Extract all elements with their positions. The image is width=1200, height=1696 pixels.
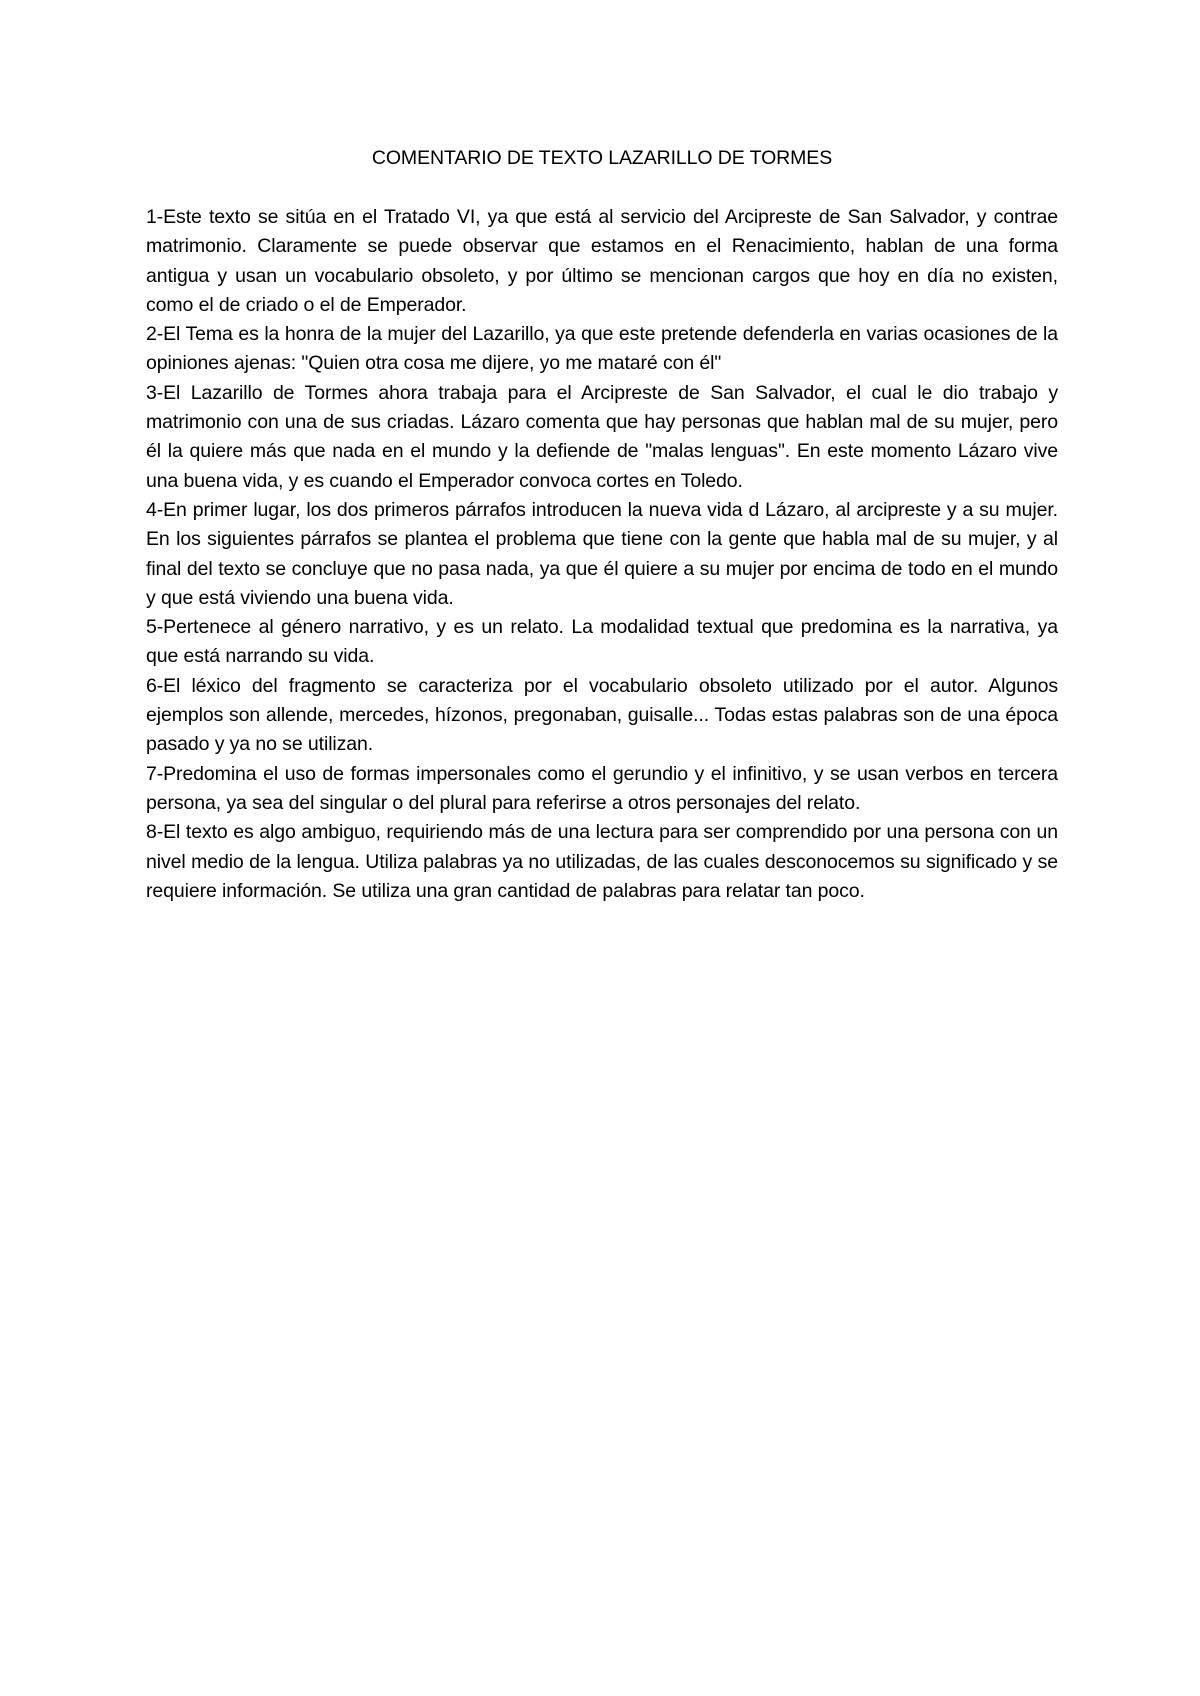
paragraph-4: 4-En primer lugar, los dos primeros párrafos introducen la nueva vida d Lázaro, al arcipreste y a su mujer. En los siguientes párrafos se plantea el problema que tiene con la gente que habla mal de su mujer, y al final del texto se concluye que no pasa nada, ya que él quiere a su mujer por encima de todo en el mundo y que está viviendo una buena vida. <box>146 498 1058 609</box>
paragraph-3: 3-El Lazarillo de Tormes ahora trabaja para el Arcipreste de San Salvador, el cual le dio trabajo y matrimonio con una de sus criadas. Lázaro comenta que hay personas que hablan mal de su mujer, pero él la quiere más que nada en el mundo y la defiende de "malas lenguas". En este momento Lázaro vive una buena vida, y es cuando el Emperador convoca cortes en Toledo. <box>146 381 1058 492</box>
paragraph-1: 1-Este texto se sitúa en el Tratado VI, ya que está al servicio del Arcipreste de San Salvador, y contrae matrimonio. Claramente se puede observar que estamos en el Renacimiento, hablan de una forma antigua y usan un vocabulario obsoleto, y por último se mencionan cargos que hoy en día no existen, como el de criado o el de Emperador. <box>146 206 1058 316</box>
paragraph-2: 2-El Tema es la honra de la mujer del Lazarillo, ya que este pretende defenderla en varias ocasiones de la opiniones ajenas: "Quien otra cosa me dijere, yo me mataré con él" <box>146 323 1058 375</box>
paragraph-6: 6-El léxico del fragmento se caracteriza por el vocabulario obsoleto utilizado por el autor. Algunos ejemplos son allende, mercedes, hízonos, pregonaban, guisalle... Todas estas palabras son de una época pasado y ya no se utilizan. <box>146 674 1058 756</box>
document-title: COMENTARIO DE TEXTO LAZARILLO DE TORMES <box>371 147 833 169</box>
paragraph-8: 8-El texto es algo ambiguo, requiriendo más de una lectura para ser comprendido por una persona con un nivel medio de la lengua. Utiliza palabras ya no utilizadas, de las cuales desconocemos su significado y se requiere información. Se utiliza una gran cantidad de palabras para relatar tan poco. <box>146 821 1058 902</box>
paragraph-7: 7-Predomina el uso de formas impersonales como el gerundio y el infinitivo, y se usan verbos en tercera persona, ya sea del singular o del plural para referirse a otros personajes del relato. <box>146 762 1058 814</box>
document-body <box>146 203 1058 906</box>
paragraph-5: 5-Pertenece al género narrativo, y es un relato. La modalidad textual que predomina es la narrativa, ya que está narrando su vida. <box>146 616 1058 668</box>
